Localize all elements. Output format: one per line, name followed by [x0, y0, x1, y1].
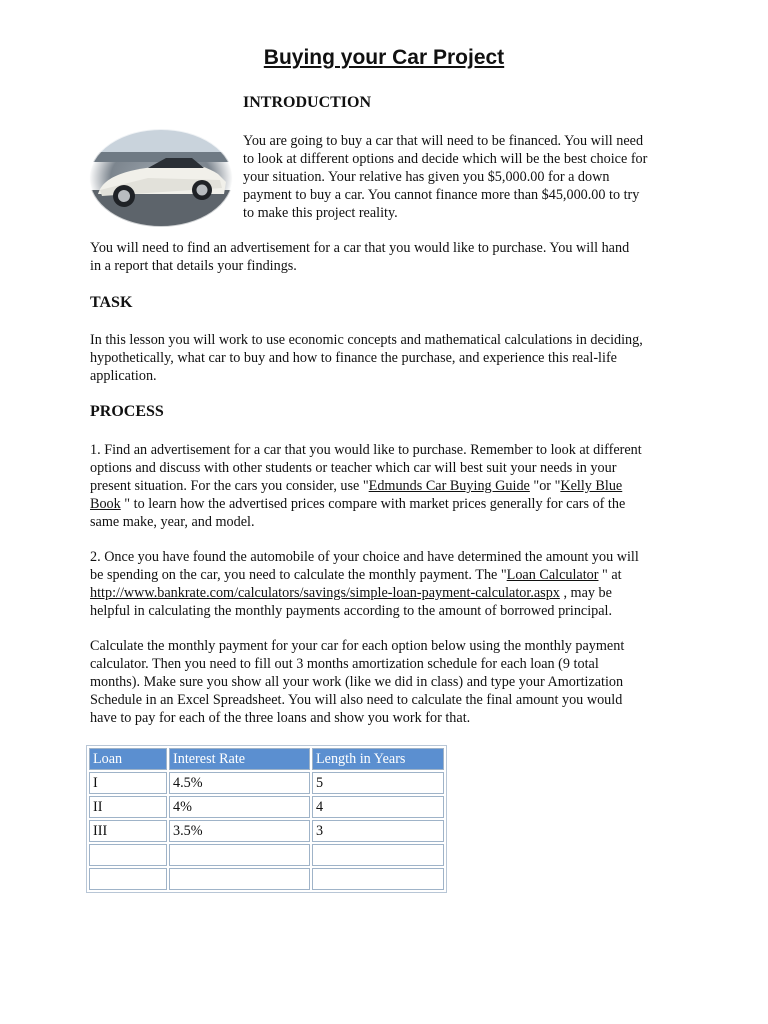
table-cell	[89, 844, 167, 866]
car-photo	[88, 128, 234, 228]
table-cell: II	[89, 796, 167, 818]
table-cell	[169, 844, 310, 866]
edmunds-link[interactable]: Edmunds Car Buying Guide	[368, 478, 530, 494]
introduction-paragraph	[243, 132, 647, 222]
column-header-interest-rate: Interest Rate	[169, 748, 310, 770]
kelly-blue-book-link[interactable]: Kelly Blue	[560, 478, 623, 494]
text-line: 1. Find an advertisement for a car that you would like to purchase. Remember to look at different	[90, 442, 642, 458]
text-line: have to pay for each of the three loans and show you work for that.	[90, 710, 471, 726]
text-fragment: be spending on the car, you need to calculate the monthly payment. The "	[90, 567, 507, 583]
text-line: in a report that details your findings.	[90, 258, 297, 274]
text-line: 2. Once you have found the automobile of your choice and have determined the amount you will	[90, 549, 639, 565]
table-cell: III	[89, 820, 167, 842]
text-line: application.	[90, 368, 157, 384]
table-cell: 5	[312, 772, 444, 794]
table-header-row	[89, 748, 444, 770]
table-row	[89, 796, 444, 818]
text-line: Schedule in an Excel Spreadsheet. You will also need to calculate the final amount you would	[90, 692, 623, 708]
table-cell: 3	[312, 820, 444, 842]
table-cell	[312, 844, 444, 866]
process-heading: PROCESS	[90, 403, 164, 420]
loan-options-table	[86, 745, 447, 893]
column-header-loan: Loan	[89, 748, 167, 770]
text-line	[90, 566, 639, 584]
table-cell: I	[89, 772, 167, 794]
text-fragment: , may be	[559, 585, 612, 601]
text-line: You will need to find an advertisement for a car that you would like to purchase. You will hand	[90, 240, 630, 256]
process-step-1	[90, 441, 642, 531]
text-line: to look at different options and decide which will be the best choice for	[243, 151, 648, 167]
bankrate-url-link[interactable]: http://www.bankrate.com/calculators/savings/simple-loan-payment-calculator.aspx	[90, 585, 560, 601]
table-row	[89, 844, 444, 866]
text-line: helpful in calculating the monthly payments according to the amount of borrowed principal.	[90, 603, 613, 619]
kelly-blue-book-link-continued[interactable]: Book	[90, 496, 121, 512]
text-line: In this lesson you will work to use economic concepts and mathematical calculations in deciding,	[90, 332, 643, 348]
loan-calculator-link[interactable]: Loan Calculator	[506, 567, 599, 583]
text-line: to make this project reality.	[243, 205, 398, 221]
text-fragment: " to learn how the advertised prices compare with market prices generally for cars of the	[120, 496, 626, 512]
table-cell	[169, 868, 310, 890]
table-cell: 4.5%	[169, 772, 310, 794]
task-paragraph	[90, 331, 643, 385]
introduction-heading: INTRODUCTION	[243, 94, 372, 111]
text-line: calculator. Then you need to fill out 3 months amortization schedule for each loan (9 total	[90, 656, 599, 672]
process-step-2	[90, 548, 639, 620]
table-cell: 4	[312, 796, 444, 818]
calculation-paragraph	[90, 637, 624, 727]
text-line: You are going to buy a car that will need to be financed. You will need	[243, 133, 644, 149]
text-fragment: "or "	[529, 478, 561, 494]
table-cell: 3.5%	[169, 820, 310, 842]
page-title: Buying your Car Project	[263, 46, 505, 69]
table-row	[89, 868, 444, 890]
column-header-length-in-years: Length in Years	[312, 748, 444, 770]
text-fragment: " at	[598, 567, 622, 583]
text-line: hypothetically, what car to buy and how to finance the purchase, and experience this real-life	[90, 350, 617, 366]
table-cell	[89, 868, 167, 890]
text-line: payment to buy a car. You cannot finance more than $45,000.00 to try	[243, 187, 640, 203]
table-cell	[312, 868, 444, 890]
table-cell: 4%	[169, 796, 310, 818]
text-line	[90, 584, 639, 602]
text-line	[90, 495, 642, 513]
text-line: Calculate the monthly payment for your car for each option below using the monthly payment	[90, 638, 625, 654]
advertisement-paragraph	[90, 239, 629, 275]
text-line: months). Make sure you show all your work (like we did in class) and type your Amortization	[90, 674, 624, 690]
table-row	[89, 820, 444, 842]
table-row	[89, 772, 444, 794]
text-line: same make, year, and model.	[90, 514, 255, 530]
text-line: your situation. Your relative has given you $5,000.00 for a down	[243, 169, 610, 185]
task-heading: TASK	[90, 294, 133, 311]
car-photo-icon	[88, 128, 234, 228]
text-line	[90, 477, 642, 495]
text-fragment: present situation. For the cars you consider, use "	[90, 478, 369, 494]
text-line: options and discuss with other students or teacher which car will best suit your needs in your	[90, 460, 617, 476]
